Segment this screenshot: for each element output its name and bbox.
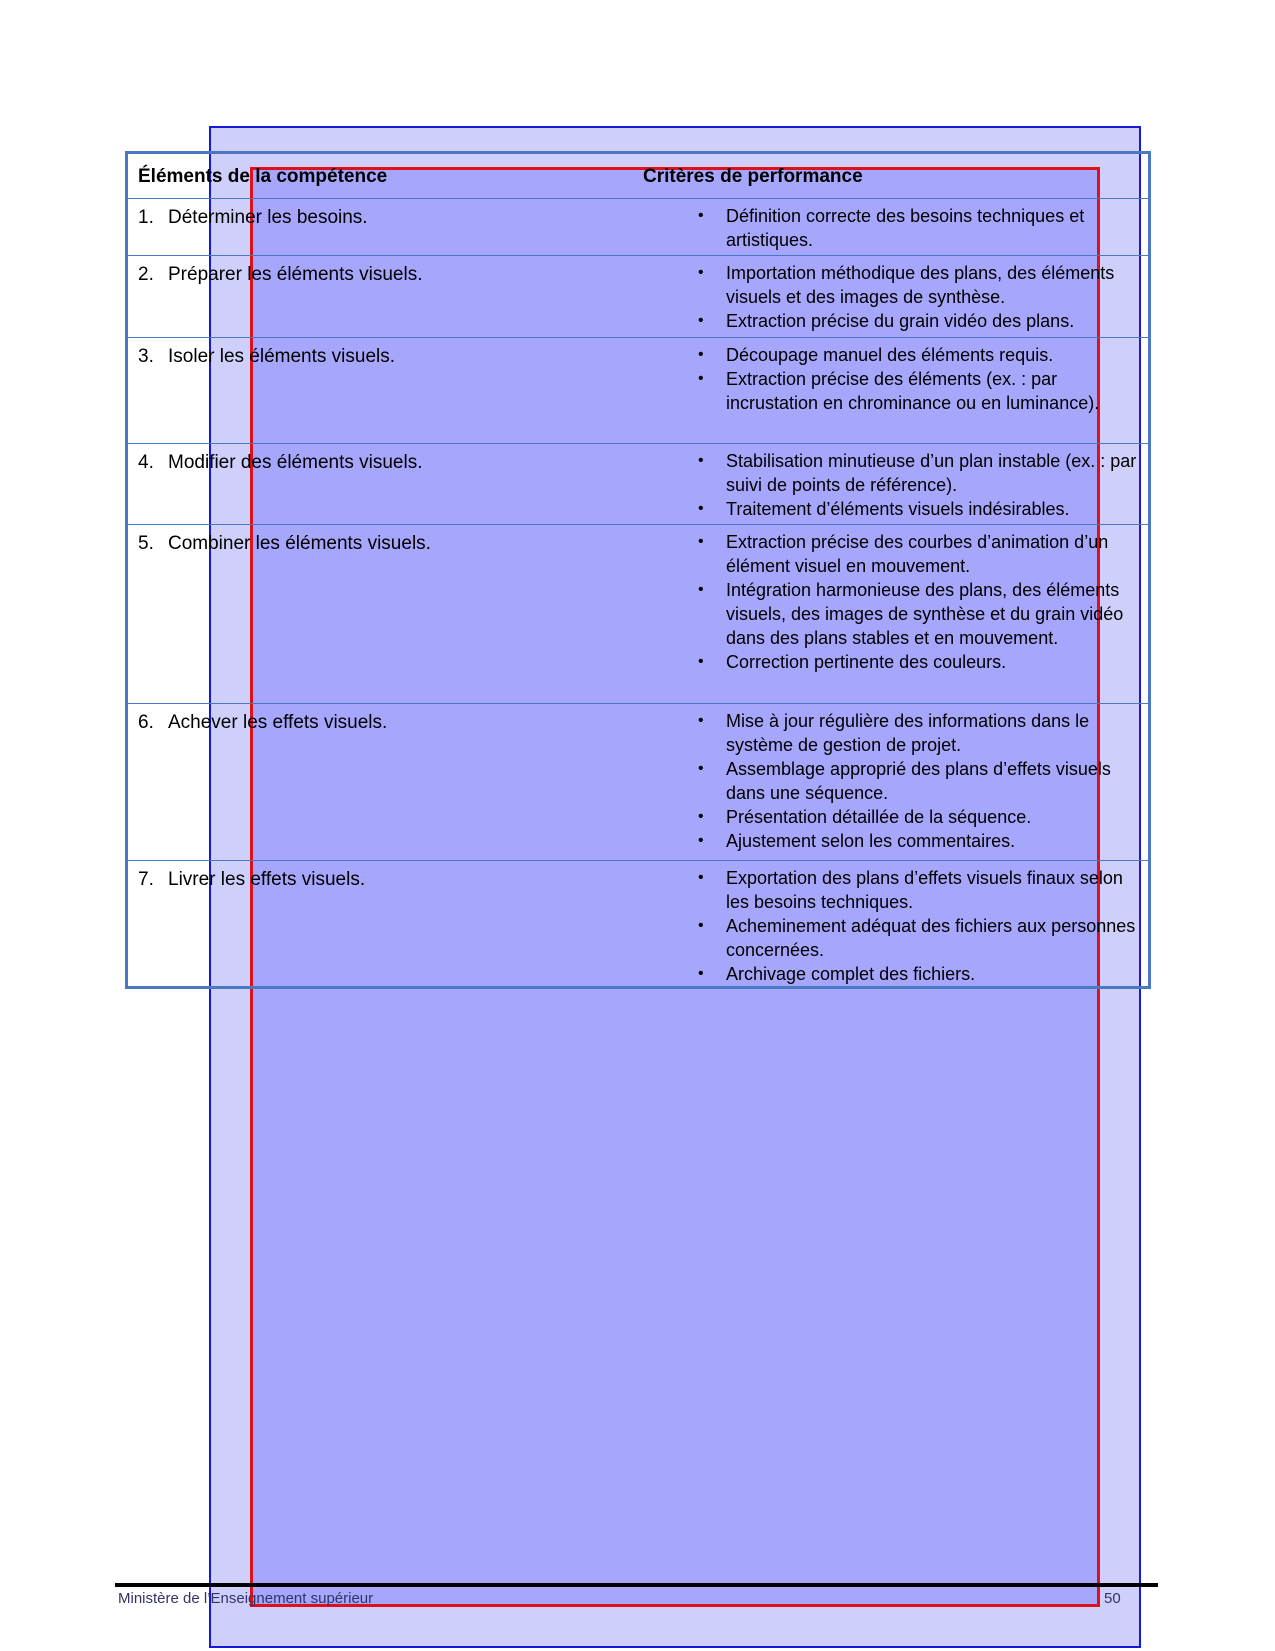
header-elements: Éléments de la compétence — [138, 166, 388, 187]
criterion-item — [686, 805, 1150, 829]
element-label: Isoler les éléments visuels. — [168, 346, 396, 367]
element-number: 3. — [138, 346, 154, 367]
criterion-text: Extraction précise des éléments (ex. : par incrustation en chrominance ou en luminance). — [726, 369, 1100, 413]
criterion-text: Ajustement selon les commentaires. — [726, 831, 1016, 851]
criterion-text: Archivage complet des fichiers. — [726, 964, 976, 984]
bullet-icon: • — [698, 370, 704, 387]
competence-element — [138, 263, 423, 287]
criterion-item — [686, 449, 1150, 497]
criterion-text: Importation méthodique des plans, des éléments visuels et des images de synthèse. — [726, 263, 1115, 307]
criterion-item — [686, 343, 1150, 367]
element-number: 2. — [138, 264, 154, 285]
element-label: Achever les effets visuels. — [168, 712, 388, 733]
criteria-list — [686, 530, 1150, 674]
criteria-list — [686, 709, 1150, 853]
element-number: 1. — [138, 207, 154, 228]
bullet-icon: • — [698, 452, 704, 469]
competence-element — [138, 206, 368, 230]
table-row — [128, 199, 1148, 256]
bullet-icon: • — [698, 808, 704, 825]
criterion-text: Traitement d’éléments visuels indésirables. — [726, 499, 1070, 519]
criterion-item — [686, 309, 1150, 333]
criterion-item — [686, 650, 1150, 674]
table-row — [128, 704, 1148, 861]
criterion-item — [686, 530, 1150, 578]
header-criteria: Critères de performance — [643, 166, 863, 187]
table-row — [128, 525, 1148, 704]
competence-element — [138, 868, 365, 892]
criterion-text: Correction pertinente des couleurs. — [726, 652, 1007, 672]
bullet-icon: • — [698, 869, 704, 886]
footer-divider — [115, 1583, 1158, 1587]
bullet-icon: • — [698, 712, 704, 729]
criterion-item — [686, 866, 1150, 914]
bullet-icon: • — [698, 312, 704, 329]
page-number: 50 — [1104, 1590, 1121, 1607]
criteria-list — [686, 449, 1150, 521]
criterion-text: Découpage manuel des éléments requis. — [726, 345, 1054, 365]
criterion-text: Définition correcte des besoins techniques et artistiques. — [726, 206, 1085, 250]
criterion-text: Stabilisation minutieuse d’un plan instable (ex. : par suivi de points de référence). — [726, 451, 1137, 495]
criterion-item — [686, 367, 1150, 415]
element-number: 5. — [138, 533, 154, 554]
criterion-item — [686, 914, 1150, 962]
footer-ministry: Ministère de l’Enseignement supérieur — [118, 1590, 374, 1607]
criterion-item — [686, 962, 1150, 986]
competence-element — [138, 345, 395, 369]
criterion-item — [686, 829, 1150, 853]
element-label: Livrer les effets visuels. — [168, 869, 366, 890]
criterion-text: Assemblage approprié des plans d’effets visuels dans une séquence. — [726, 759, 1111, 803]
criterion-text: Intégration harmonieuse des plans, des éléments visuels, des images de synthèse et du grain vidéo dans des plans stables et en mouvement. — [726, 580, 1124, 648]
table-row — [128, 256, 1148, 338]
criterion-text: Mise à jour régulière des informations dans le système de gestion de projet. — [726, 711, 1090, 755]
table-row — [128, 444, 1148, 525]
table-header-row — [128, 154, 1148, 199]
element-number: 4. — [138, 452, 154, 473]
competence-element — [138, 451, 423, 475]
bullet-icon: • — [698, 581, 704, 598]
criterion-item — [686, 578, 1150, 650]
competence-element — [138, 532, 431, 556]
bullet-icon: • — [698, 760, 704, 777]
criterion-item — [686, 757, 1150, 805]
bullet-icon: • — [698, 207, 704, 224]
criteria-list — [686, 261, 1150, 333]
bullet-icon: • — [698, 965, 704, 982]
element-label: Combiner les éléments visuels. — [168, 533, 431, 554]
criterion-item — [686, 261, 1150, 309]
criteria-list — [686, 343, 1150, 415]
criterion-item — [686, 204, 1150, 252]
bullet-icon: • — [698, 917, 704, 934]
criterion-item — [686, 709, 1150, 757]
criterion-text: Acheminement adéquat des fichiers aux personnes concernées. — [726, 916, 1136, 960]
competence-table — [125, 151, 1151, 989]
bullet-icon: • — [698, 500, 704, 517]
element-number: 7. — [138, 869, 154, 890]
criterion-item — [686, 497, 1150, 521]
criterion-text: Extraction précise des courbes d’animation d’un élément visuel en mouvement. — [726, 532, 1109, 576]
bullet-icon: • — [698, 653, 704, 670]
bullet-icon: • — [698, 832, 704, 849]
bullet-icon: • — [698, 264, 704, 281]
table-row — [128, 338, 1148, 444]
criteria-list — [686, 204, 1150, 252]
criterion-text: Exportation des plans d’effets visuels finaux selon les besoins techniques. — [726, 868, 1123, 912]
bullet-icon: • — [698, 346, 704, 363]
element-label: Déterminer les besoins. — [168, 207, 368, 228]
criteria-list — [686, 866, 1150, 986]
criterion-text: Présentation détaillée de la séquence. — [726, 807, 1032, 827]
table-row — [128, 861, 1148, 989]
element-number: 6. — [138, 712, 154, 733]
bullet-icon: • — [698, 533, 704, 550]
competence-element — [138, 711, 387, 735]
element-label: Préparer les éléments visuels. — [168, 264, 423, 285]
element-label: Modifier des éléments visuels. — [168, 452, 423, 473]
criterion-text: Extraction précise du grain vidéo des plans. — [726, 311, 1075, 331]
